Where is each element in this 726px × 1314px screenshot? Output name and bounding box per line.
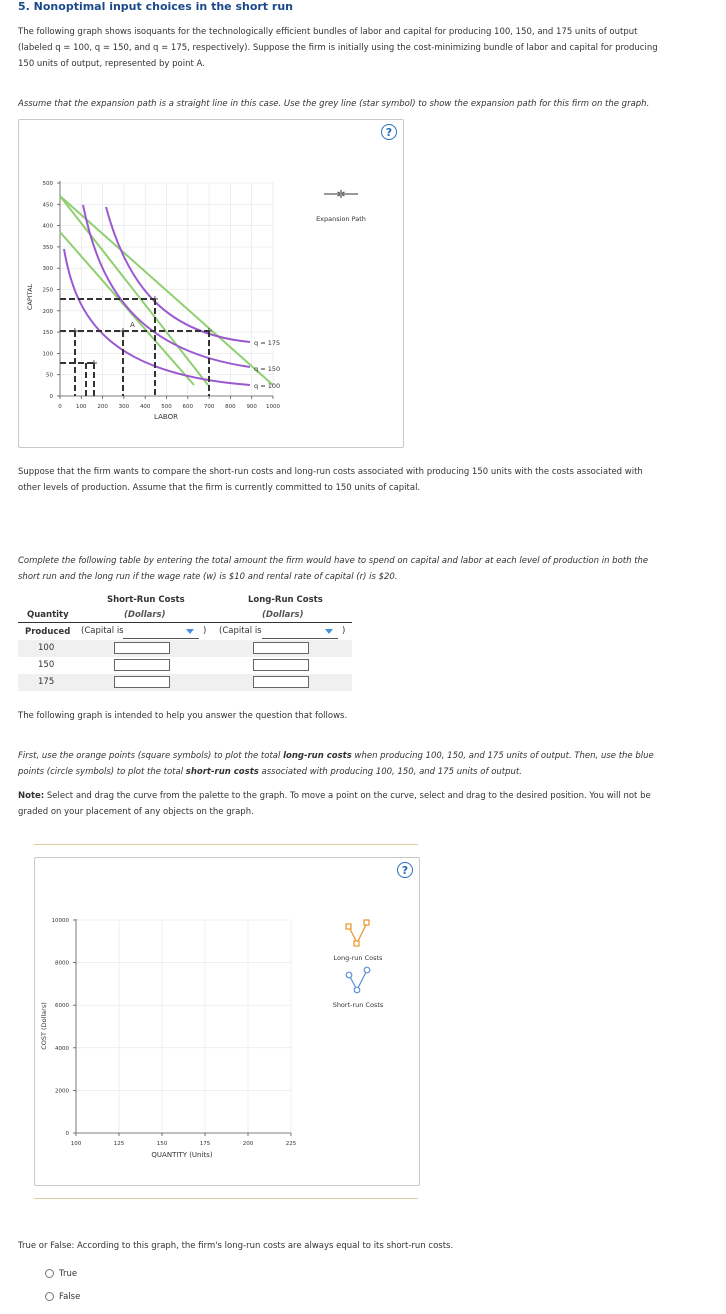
x-tick-label: 600 [182, 404, 194, 410]
short-capital-label: (Capital is [81, 626, 124, 636]
long-capital-label: (Capital is [219, 626, 262, 636]
expansion-path-legend: Expansion Path [316, 215, 366, 223]
point-a-label: A [130, 321, 135, 329]
y-tick-label: 500 [42, 181, 53, 187]
y-tick-label: 200 [42, 308, 53, 315]
help-icon[interactable]: ? [397, 862, 413, 878]
y-tick-label: 0 [65, 1131, 69, 1137]
isoquant-graph[interactable] [18, 119, 402, 446]
note-line-2: graded on your placement of any objects on the graph. [18, 807, 254, 817]
y-tick-label: 300 [42, 266, 53, 273]
short-run-cost-input-100[interactable] [114, 642, 170, 654]
table-row [18, 657, 352, 674]
y-axis-label: CAPITAL [26, 283, 34, 311]
svg-text:+: + [89, 358, 99, 369]
x-tick-label: 0 [58, 404, 62, 410]
intro-line-1: The following graph shows isoquants for the technologically efficient bundles of labor and capital for producing 100, 150, and 175 units of output [18, 27, 638, 37]
x-axis-label: QUANTITY (Units) [151, 1151, 213, 1159]
quantity-cell: 175 [38, 677, 55, 687]
option-true-label: True [59, 1269, 78, 1279]
long-run-cost-input-150[interactable] [253, 659, 309, 671]
table-row [18, 640, 352, 657]
quantity-cell: 150 [38, 660, 55, 670]
y-tick-label: 0 [49, 394, 53, 400]
intro-line-2: (labeled q = 100, q = 150, and q = 175, respectively). Suppose the firm is initially using the cost-minimizing bundle of labor and capital for producing [18, 43, 658, 53]
svg-text:+: + [118, 326, 128, 337]
table-row [18, 674, 352, 691]
chevron-down-icon [325, 629, 333, 634]
svg-text:+: + [204, 326, 214, 337]
long-run-costs-tool[interactable] [346, 920, 369, 946]
y-tick-label: 250 [42, 287, 53, 294]
x-tick-label: 700 [203, 404, 215, 410]
table-divider [18, 622, 352, 623]
long-run-cost-input-175[interactable] [253, 676, 309, 688]
x-tick-label: 500 [161, 404, 172, 410]
x-tick-label: 125 [113, 1141, 125, 1147]
cost-graph[interactable] [34, 857, 418, 1184]
isoquant-label-150: q = 150 [254, 365, 281, 373]
x-tick-label: 200 [97, 404, 108, 410]
x-tick-label: 225 [285, 1141, 297, 1147]
table-instruction-1: Complete the following table by entering the total amount the firm would have to spend on capital and labor at each level of production in both the [18, 556, 649, 566]
compare-line-2: other levels of production. Assume that the firm is currently committed to 150 units of capital. [18, 483, 421, 493]
chevron-down-icon [186, 629, 194, 634]
divider [34, 844, 418, 845]
y-tick-label: 50 [46, 372, 53, 379]
short-run-cost-input-175[interactable] [114, 676, 170, 688]
y-tick-label: 10000 [51, 918, 69, 924]
x-tick-label: 175 [199, 1141, 211, 1147]
y-tick-label: 8000 [55, 960, 69, 967]
short-run-costs-legend: Short-run Costs [332, 1001, 384, 1009]
x-tick-label: 200 [242, 1141, 254, 1147]
short-capital-close: ) [203, 626, 207, 636]
table-instruction-2: short run and the long run if the wage rate (w) is $10 and rental rate of capital (r) is $20. [18, 572, 398, 582]
x-tick-label: 150 [156, 1141, 168, 1147]
y-tick-label: 6000 [55, 1003, 69, 1010]
x-tick-label: 400 [139, 404, 151, 410]
x-tick-label: 1000 [266, 404, 280, 410]
radio-true[interactable] [45, 1269, 54, 1278]
radio-false[interactable] [45, 1292, 54, 1301]
y-axis-label: COST (Dollars) [40, 1002, 48, 1050]
plot-instruction-1: First, use the orange points (square symbols) to plot the total long-run costs when producing 100, 150, and 175 units of output. Then, use the blue [18, 751, 654, 761]
y-tick-label: 350 [42, 244, 53, 251]
intro-line-3: 150 units of output, represented by point A. [18, 59, 205, 69]
y-tick-label: 400 [42, 223, 53, 230]
plot-instruction-2: points (circle symbols) to plot the total short-run costs associated with producing 100, 150, and 175 units of output. [18, 767, 522, 777]
x-tick-label: 100 [70, 1141, 82, 1147]
help-icon[interactable]: ? [381, 124, 397, 140]
x-axis-label: LABOR [154, 413, 178, 421]
y-tick-label: 450 [42, 202, 53, 209]
x-tick-label: 300 [118, 404, 130, 410]
quantity-header: Quantity [27, 610, 69, 620]
y-tick-label: 4000 [55, 1045, 69, 1052]
x-tick-label: 800 [225, 404, 236, 410]
isoquant-q175 [106, 207, 250, 342]
x-tick-label: 900 [246, 404, 257, 410]
expansion-instruction: Assume that the expansion path is a straight line in this case. Use the grey line (star symbol) to show the expansion path for this firm on the graph. [18, 99, 650, 109]
produced-header: Produced [25, 627, 71, 637]
long-run-header: Long-Run Costs [248, 595, 323, 605]
x-tick-label: 100 [76, 404, 87, 410]
note-line-1: Note: Select and drag the curve from the palette to the graph. To move a point on the curve, select and drag to the desired position. You will not be [18, 791, 651, 801]
star-icon: ✲ [336, 188, 346, 201]
page-title: 5. Nonoptimal input choices in the short run [18, 0, 293, 13]
isoquant-label-100: q = 100 [254, 382, 281, 390]
svg-text:+: + [150, 294, 160, 305]
y-tick-label: 2000 [55, 1088, 69, 1095]
quantity-cell: 100 [38, 643, 55, 653]
long-run-cost-input-100[interactable] [253, 642, 309, 654]
long-run-dollars: (Dollars) [262, 610, 304, 620]
short-run-costs-tool[interactable] [346, 967, 370, 993]
compare-line-1: Suppose that the firm wants to compare the short-run costs and long-run costs associated with producing 150 units with the costs associated with [18, 467, 643, 477]
y-tick-label: 100 [42, 351, 53, 358]
y-tick-label: 150 [42, 330, 53, 337]
dashed-guides [60, 299, 209, 396]
long-capital-close: ) [342, 626, 346, 636]
option-false-label: False [59, 1292, 81, 1302]
graph2-intro: The following graph is intended to help you answer the question that follows. [18, 711, 348, 721]
divider [34, 1198, 418, 1199]
short-run-dollars: (Dollars) [124, 610, 166, 620]
isoquant-label-175: q = 175 [254, 339, 281, 347]
true-false-question: True or False: According to this graph, the firm's long-run costs are always equal to its short-run costs. [18, 1241, 454, 1251]
long-run-costs-legend: Long-run Costs [333, 954, 383, 962]
short-run-header: Short-Run Costs [107, 595, 185, 605]
short-run-cost-input-150[interactable] [114, 659, 170, 671]
svg-text:+: + [70, 326, 80, 337]
